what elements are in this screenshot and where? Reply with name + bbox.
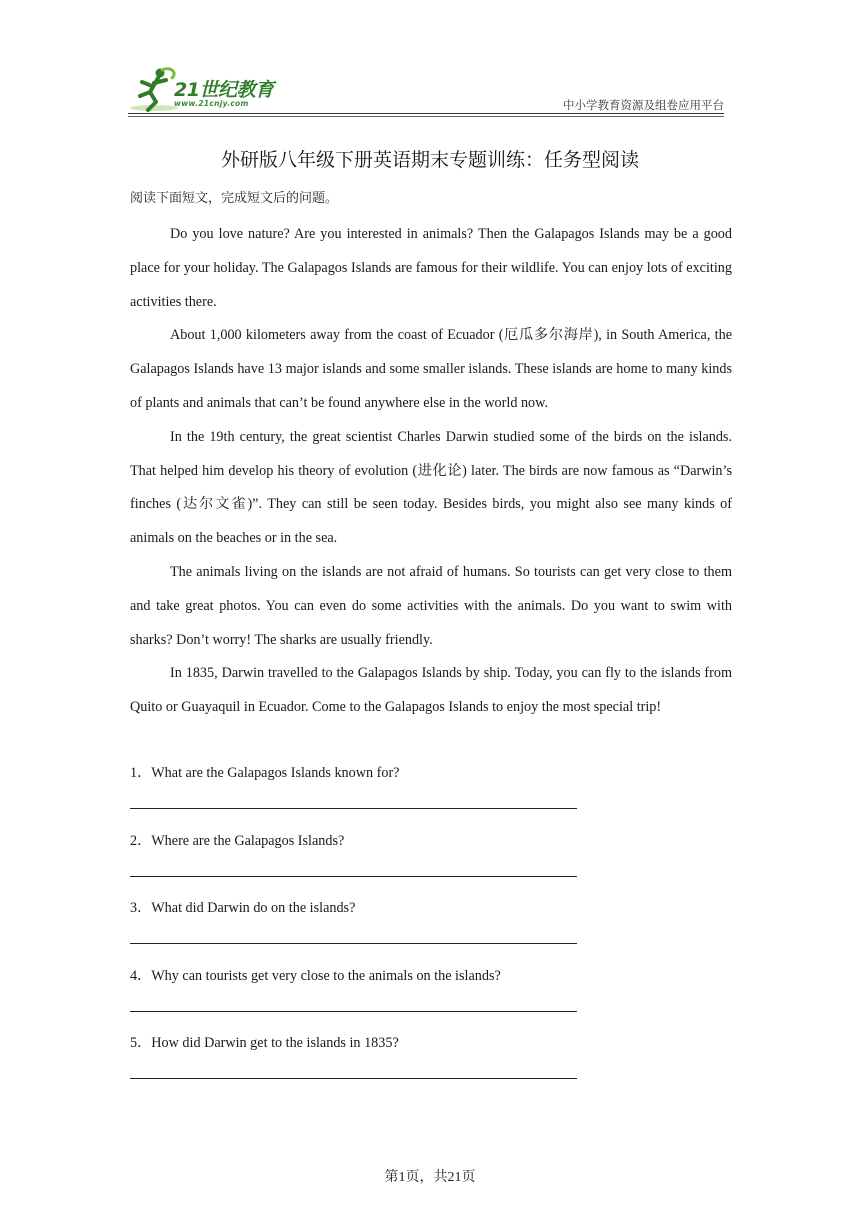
answer-line[interactable]: [130, 943, 577, 944]
question-item: [130, 893, 732, 961]
answer-line[interactable]: [130, 876, 577, 877]
platform-tagline: 中小学教育资源及组卷应用平台: [563, 98, 724, 112]
page-header: [128, 66, 724, 116]
logo-url: www.21cnjy.com: [174, 99, 249, 108]
question-item: [130, 1028, 732, 1096]
question-list: [130, 758, 732, 1096]
logo-text: 21世纪教育: [174, 79, 274, 101]
question-text: 1．What are the Galapagos Islands known for?: [130, 765, 400, 781]
answer-line[interactable]: [130, 1078, 577, 1079]
question-item: [130, 758, 732, 826]
answer-line[interactable]: [130, 1011, 577, 1012]
question-text: 4．Why can tourists get very close to the animals on the islands?: [130, 967, 501, 984]
answer-line[interactable]: [130, 808, 577, 809]
passage-paragraph: Do you love nature? Are you interested in animals? Then the Galapagos Islands may be a good place for your holiday. The Galapagos Islands are famous for their wildlife. You can enjoy lots of exciting activities there.: [130, 226, 732, 310]
question-item: [130, 826, 732, 894]
passage-paragraph: The animals living on the islands are not afraid of humans. So tourists can get very close to them and take great photos. You can even do some activities with the animals. Do you want to swim with sharks? Don’t worry! The sharks are usually friendly.: [130, 563, 732, 648]
document-title: 外研版八年级下册英语期末专题训练：任务型阅读: [220, 149, 639, 171]
passage-paragraph: About 1,000 kilometers away from the coast of Ecuador (厄瓜多尔海岸), in South America, the Galapagos Islands have 13 major islands and some smaller islands. These islands are home to many kinds of plants and animals that can’t be found anywhere else in the world now.: [130, 327, 732, 411]
question-text: 5．How did Darwin get to the islands in 1835?: [130, 1035, 399, 1052]
page-number: 第1页，共21页: [384, 1170, 476, 1185]
passage-paragraph: In the 19th century, the great scientist Charles Darwin studied some of the birds on the islands. That helped him develop his theory of evolution (进化论) later. The birds are now famous as “Darwin’s finches (达尔文雀)”. They can still be seen today. Besides birds, you might also see many kinds of animals on the beaches or in the sea.: [130, 428, 732, 547]
question-text: 3．What did Darwin do on the islands?: [130, 900, 356, 917]
header-divider-thin: [128, 116, 724, 117]
question-item: [130, 961, 732, 1029]
header-divider: [128, 113, 724, 114]
reading-passage: [130, 218, 732, 725]
passage-paragraph: In 1835, Darwin travelled to the Galapagos Islands by ship. Today, you can fly to the islands from Quito or Guayaquil in Ecuador. Come to the Galapagos Islands to enjoy the most special trip!: [130, 665, 732, 716]
question-text: 2．Where are the Galapagos Islands?: [130, 832, 345, 849]
instructions: 阅读下面短文，完成短文后的问题。: [130, 191, 339, 206]
